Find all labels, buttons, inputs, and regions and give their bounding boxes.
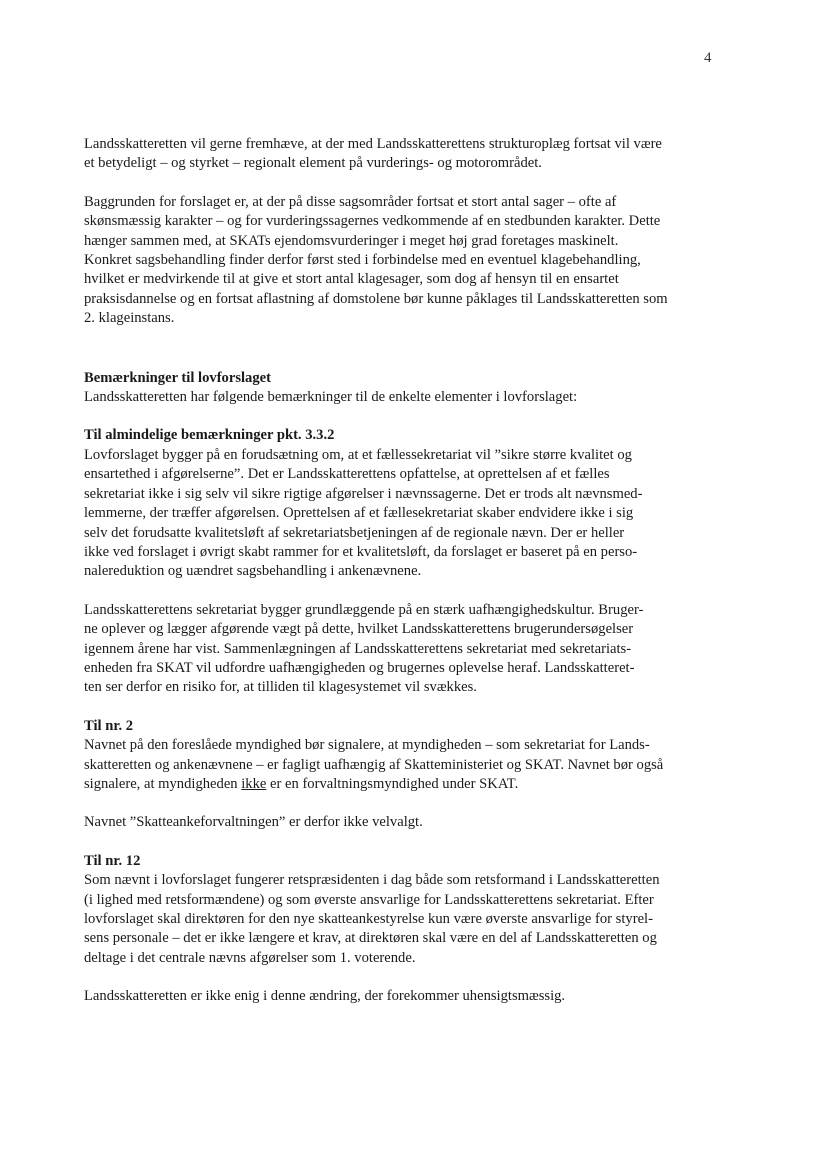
text-line: Konkret sagsbehandling finder derfor først sted i forbindelse med en eventuel klagebehandling, [84, 252, 641, 269]
text-line: nalereduktion og uændret sagsbehandling i ankenævnene. [84, 563, 422, 580]
paragraph-conclusion [84, 987, 724, 1006]
document-body [84, 135, 724, 1026]
section-general-remarks [84, 426, 724, 581]
text-line: selv det forudsatte kvalitetsløft af sekretariatsbetjeningen af de regionale nævn. Der er heller [84, 524, 625, 541]
section-heading: Bemærkninger til lovforslaget [84, 369, 271, 386]
text-line: enheden fra SKAT vil udfordre uafhængigheden og brugernes oplevelse heraf. Landsskatteret- [84, 659, 635, 676]
paragraph-intro [84, 135, 724, 174]
text-segment: er en forvaltningsmyndighed under SKAT. [266, 775, 519, 792]
text-line: hænger sammen med, at SKATs ejendomsvurderinger i meget høj grad foretages maskinelt. [84, 232, 619, 249]
text-line: Lovforslaget bygger på en forudsætning om, at et fællessekretariat vil ”sikre større kvalitet og [84, 446, 632, 463]
section-nr-12 [84, 852, 724, 968]
section-heading: Til nr. 12 [84, 852, 141, 869]
section-heading: Til nr. 2 [84, 717, 134, 734]
text-line: skatteretten og ankenævnene – er fagligt uafhængig af Skatteministeriet og SKAT. Navnet bør også [84, 756, 664, 773]
paragraph-name-choice [84, 813, 724, 832]
text-line: (i lighed med retsformændene) og som øverste ansvarlige for Landsskatterettens sekretariat. Efter [84, 891, 654, 908]
text-line: Som nævnt i lovforslaget fungerer retspræsidenten i dag både som retsformand i Landsskatteretten [84, 872, 660, 889]
text-line: skønsmæssig karakter – og for vurderingssagernes vedkommende af en stedbunden karakter. Dette [84, 213, 661, 230]
text-line: ne oplever og lægger afgørende vægt på dette, hvilket Landsskatterettens brugerundersøgelser [84, 621, 634, 638]
text-line: hvilket er medvirkende til at give et stort antal klagesager, som dog af hensyn til en ensartet [84, 271, 619, 288]
text-line: sekretariat ikke i sig selv vil sikre rigtige afgørelser i nævnssagerne. Det er trods alt nævnsmed- [84, 485, 643, 502]
underlined-word: ikke [241, 775, 267, 792]
text-line: igennem årene har vist. Sammenlægningen af Landsskatterettens sekretariat med sekretariats- [84, 640, 632, 657]
paragraph-background [84, 193, 724, 329]
text-line: lovforslaget skal direktøren for den nye skatteankestyrelse kun være øverste ansvarlige for styrel- [84, 911, 653, 927]
text-line: praksisdannelse og en fortsat aflastning af domstolene bør kunne påklages til Landsskatteretten som [84, 290, 668, 307]
text-line: Navnet på den foreslåede myndighed bør signalere, at myndigheden – som sekretariat for Lands- [84, 737, 650, 754]
text-line: ten ser derfor en risiko for, at tilliden til klagesystemet vil svækkes. [84, 679, 477, 696]
text-line: 2. klageinstans. [84, 310, 175, 327]
text-line: ensartethed i afgørelserne”. Det er Landsskatterettens opfattelse, at oprettelsen af et fælles [84, 466, 610, 483]
page-number: 4 [704, 50, 712, 66]
text-line: ikke ved forslaget i øvrigt skabt rammer for et kvalitetsløft, da forslaget er baseret på en perso- [84, 543, 638, 560]
text-line: lemmerne, der træffer afgørelsen. Oprettelsen af et fællesekretariat skaber endvidere ikke i sig [84, 505, 634, 522]
text-line: et betydeligt – og styrket – regionalt element på vurderings- og motorområdet. [84, 155, 542, 172]
section-heading: Til almindelige bemærkninger pkt. 3.3.2 [84, 427, 335, 444]
section-remarks [84, 369, 724, 408]
text-line [84, 775, 724, 794]
paragraph-secretariat [84, 601, 724, 698]
text-line: Landsskatteretten er ikke enig i denne ændring, der forekommer uhensigtsmæssig. [84, 988, 566, 1005]
text-line: Landsskatteretten vil gerne fremhæve, at der med Landsskatterettens strukturoplæg fortsat vil være [84, 136, 662, 152]
text-line: Landsskatterettens sekretariat bygger grundlæggende på en stærk uafhængighedskultur. Bruger- [84, 601, 644, 618]
text-line: Landsskatteretten har følgende bemærkninger til de enkelte elementer i lovforslaget: [84, 389, 578, 406]
text-segment: signalere, at myndigheden [84, 775, 242, 792]
section-nr-2 [84, 717, 724, 795]
text-line: deltage i det centrale nævns afgørelser som 1. voterende. [84, 949, 416, 966]
text-line: sens personale – det er ikke længere et krav, at direktøren skal være en del af Landsskatteretten og [84, 930, 657, 947]
text-line: Navnet ”Skatteankeforvaltningen” er derfor ikke velvalgt. [84, 814, 423, 831]
text-line: Baggrunden for forslaget er, at der på disse sagsområder fortsat et stort antal sager – ofte af [84, 193, 617, 210]
